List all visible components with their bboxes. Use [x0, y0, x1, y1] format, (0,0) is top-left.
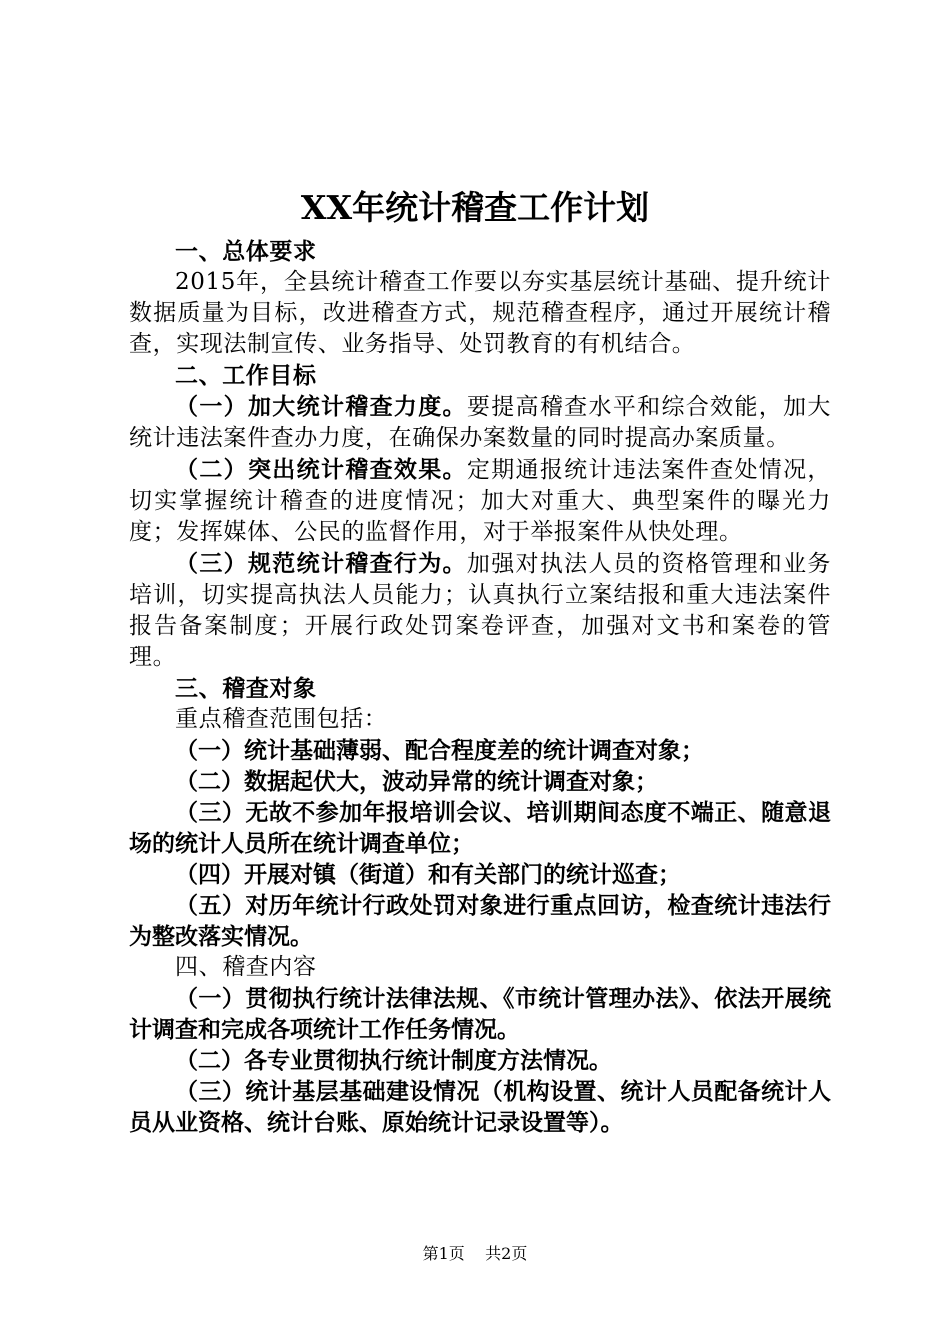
paragraph: 2015年，全县统计稽查工作要以夯实基层统计基础、提升统计数据质量为目标，改进稽查方式，规范稽查程序，通过开展统计稽查，实现法制宣传、业务指导、处罚教育的有机结合。 — [129, 269, 831, 357]
section-heading-4: 四、稽查内容 — [175, 954, 317, 980]
paragraph-lead: （一）加大统计稽查力度。 — [175, 393, 467, 420]
document-body — [129, 236, 831, 1138]
list-item: （三）统计基层基础建设情况（机构设置、统计人员配备统计人员从业资格、统计台账、原始统计记录设置等）。 — [129, 1078, 831, 1136]
list-item: （三）无故不参加年报培训会议、培训期间态度不端正、随意退场的统计人员所在统计调查单位； — [129, 799, 831, 857]
section-heading-3: 三、稽查对象 — [175, 675, 317, 702]
section-heading-1: 一、总体要求 — [175, 238, 317, 265]
paragraph: 重点稽查范围包括： — [175, 706, 388, 732]
paragraph-text: 加强对执法人员的资格管理和业务培训，切实提高执法人员能力；认真执行立案结报和重大违法案件报告备案制度；开展行政处罚案卷评查，加强对文书和案卷的管理。 — [129, 551, 832, 670]
document-title: XX年统计稽查工作计划 — [300, 188, 650, 227]
paragraph-lead: （三）规范统计稽查行为。 — [175, 550, 467, 577]
page-number: 第1页 — [422, 1244, 465, 1263]
list-item: （二）各专业贯彻执行统计制度方法情况。 — [175, 1047, 612, 1074]
paragraph-text: 要提高稽查水平和综合效能，加大统计违法案件查办力度，在确保办案数量的同时提高办案质量。 — [129, 394, 832, 451]
list-item: （五）对历年统计行政处罚对象进行重点回访，检查统计违法行为整改落实情况。 — [129, 892, 831, 950]
list-item: （一）统计基础薄弱、配合程度差的统计调查对象； — [175, 737, 704, 764]
paragraph-lead: （二）突出统计稽查效果。 — [175, 456, 467, 483]
list-item: （四）开展对镇（街道）和有关部门的统计巡查； — [175, 861, 681, 888]
paragraph — [129, 454, 831, 548]
paragraph-text: 定期通报统计违法案件查处情况，切实掌握统计稽查的进度情况；加大对重大、典型案件的曝光力度；发挥媒体、公民的监督作用，对于举报案件从快处理。 — [129, 457, 832, 545]
list-item: （一）贯彻执行统计法律法规、《市统计管理办法》、依法开展统计调查和完成各项统计工作任务情况。 — [129, 985, 831, 1043]
paragraph — [129, 548, 831, 673]
page-total: 共2页 — [485, 1244, 528, 1263]
paragraph — [129, 391, 831, 454]
section-heading-2: 二、工作目标 — [175, 362, 317, 389]
list-item: （二）数据起伏大，波动异常的统计调查对象； — [175, 768, 658, 795]
page-footer — [0, 1244, 950, 1264]
